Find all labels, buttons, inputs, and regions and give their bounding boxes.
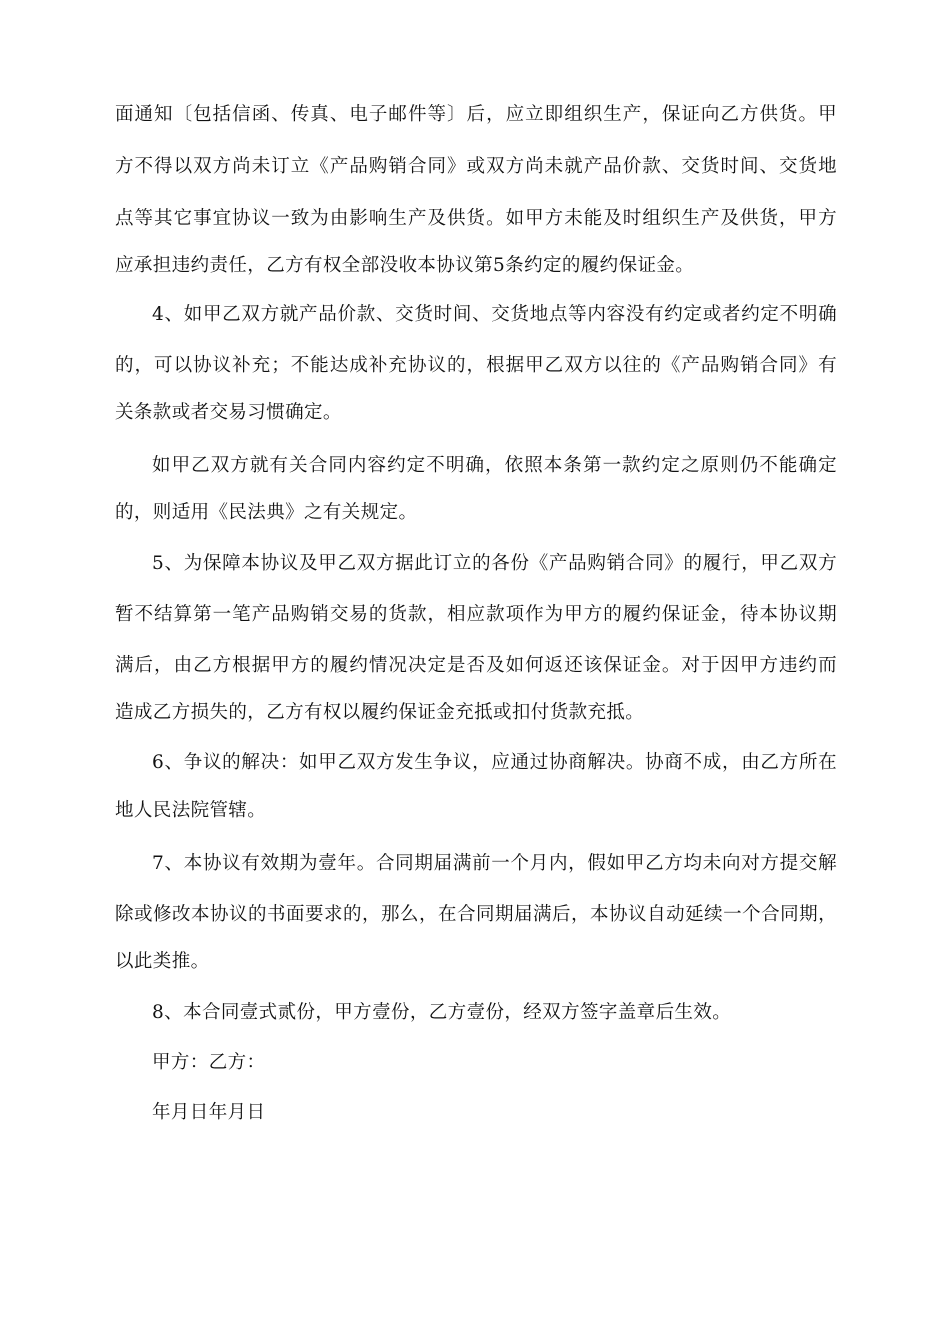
- clause-8-line: 8、本合同壹式贰份，甲方壹份，乙方壹份，经双方签字盖章后生效。: [152, 1002, 732, 1023]
- text-line: 暂不结算第一笔产品购销交易的货款，相应款项作为甲方的履约保证金，待本协议期: [115, 604, 837, 625]
- signature-dates: 年月日年月日: [152, 1102, 266, 1123]
- clause-4-line: 4、如甲乙双方就产品价款、交货时间、交货地点等内容没有约定或者约定不明确: [152, 304, 837, 325]
- text-line: 除或修改本协议的书面要求的，那么，在合同期届满后，本协议自动延续一个合同期，: [115, 904, 837, 925]
- text-line: 点等其它事宜协议一致为由影响生产及供货。如甲方未能及时组织生产及供货，甲方: [115, 208, 837, 229]
- text-line: 造成乙方损失的，乙方有权以履约保证金充抵或扣付货款充抵。: [115, 702, 645, 723]
- text-line: 关条款或者交易习惯确定。: [115, 402, 342, 423]
- signature-parties: 甲方：乙方：: [152, 1052, 266, 1073]
- text-line: 以此类推。: [115, 951, 210, 972]
- text-line: 地人民法院管辖。: [115, 800, 267, 821]
- text-line: 面通知〔包括信函、传真、电子邮件等〕后，应立即组织生产，保证向乙方供货。甲: [115, 104, 837, 125]
- text-line: 方不得以双方尚未订立《产品购销合同》或双方尚未就产品价款、交货时间、交货地: [115, 156, 837, 177]
- clause-6-line: 6、争议的解决：如甲乙双方发生争议，应通过协商解决。协商不成，由乙方所在: [152, 752, 837, 773]
- text-line: 的，可以协议补充；不能达成补充协议的，根据甲乙双方以往的《产品购销合同》有: [115, 355, 837, 376]
- text-line: 如甲乙双方就有关合同内容约定不明确，依照本条第一款约定之原则仍不能确定: [152, 455, 837, 476]
- text-line: 的，则适用《民法典》之有关规定。: [115, 502, 418, 523]
- text-line: 满后，由乙方根据甲方的履约情况决定是否及如何返还该保证金。对于因甲方违约而: [115, 655, 837, 676]
- clause-7-line: 7、本协议有效期为壹年。合同期届满前一个月内，假如甲乙方均未向对方提交解: [152, 853, 837, 874]
- clause-5-line: 5、为保障本协议及甲乙双方据此订立的各份《产品购销合同》的履行，甲乙双方: [152, 553, 837, 574]
- text-line: 应承担违约责任，乙方有权全部没收本协议第5条约定的履约保证金。: [115, 255, 695, 276]
